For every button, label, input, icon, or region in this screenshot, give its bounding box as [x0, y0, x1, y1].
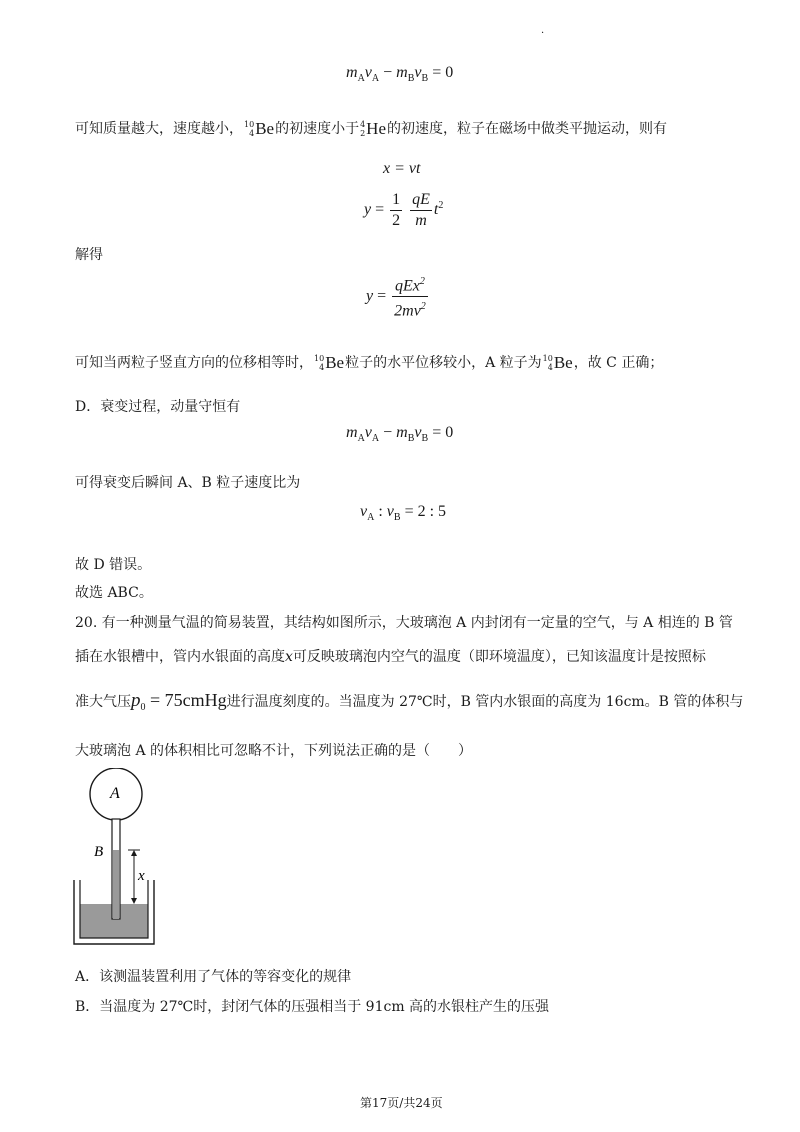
option-d-wrong: 故 D 错误。 — [75, 557, 152, 573]
option-d-analysis: D．衰变过程，动量守恒有 — [75, 399, 241, 415]
nuclide-be10: 10 4Be — [244, 119, 275, 138]
question-20-line-4: 大玻璃泡 A 的体积相比可忽略不计，下列说法正确的是（ ） — [75, 743, 473, 759]
question-20-line-3: 准大气压$p_0$ = 75cmHg进行温度刻度的。当温度为 27℃时，B 管内水银面的高度为 16cm。B 管的体积与 — [75, 690, 744, 714]
paragraph-conclusion-c: 可知当两粒子竖直方向的位移相等时，10 4Be粒子的水平位移较小，A 粒子为10 4Be，故 C 正确； — [75, 353, 664, 372]
solve-label: 解得 — [75, 247, 103, 263]
equation-y-displacement: y = $\frac{1}{2}$ $\frac{qE}{m}$ $t^2$ — [364, 191, 444, 229]
tube-label: B — [94, 844, 104, 860]
answer-choice: 故选 ABC。 — [75, 585, 153, 601]
arrow-head-down — [131, 898, 137, 904]
question-20-line-1: 20. 有一种测量气温的简易装置，其结构如图所示，大玻璃泡 A 内封闭有一定量的空气，与 A 相连的 B 管 — [75, 615, 733, 631]
equation-x-vt: x = vt — [383, 160, 421, 177]
equation-momentum-1: $m_Av_A - m_Bv_B = 0$ — [346, 64, 454, 85]
thermometer-apparatus-figure — [70, 768, 170, 952]
nuclide-he4: 4 2He — [360, 119, 386, 138]
equation-y-solution: y = $\frac{qEx^2}{2mv^2}$ — [366, 272, 430, 322]
equation-momentum-2: $m_Av_A - m_Bv_B = 0$ — [346, 424, 454, 445]
nuclide-be10-3: 10 4Be — [542, 353, 573, 372]
option-a: A．该测温装置利用了气体的等容变化的规律 — [75, 969, 352, 985]
bulb-label: A — [110, 785, 120, 802]
question-20-line-2: 插在水银槽中，管内水银面的高度x可反映玻璃泡内空气的温度（即环境温度），已知该温度计是按照标 — [75, 649, 706, 665]
equation-velocity-ratio: $v_A$ : $v_B = 2$ : 5 — [360, 503, 447, 524]
velocity-ratio-text: 可得衰变后瞬间 A、B 粒子速度比为 — [75, 475, 301, 491]
page-dot: · — [541, 28, 545, 39]
mercury-column — [113, 850, 119, 919]
option-b: B．当温度为 27℃时，封闭气体的压强相当于 91cm 高的水银柱产生的压强 — [75, 999, 550, 1015]
paragraph-speed-comparison: 可知质量越大，速度越小，10 4Be的初速度小于4 2He的初速度，粒子在磁场中做类平抛运动，则有 — [75, 119, 667, 138]
nuclide-be10-2: 10 4Be — [314, 353, 345, 372]
arrow-head-up — [131, 850, 137, 856]
height-label: x — [138, 868, 145, 884]
page-footer: 第17页/共24页 — [360, 1096, 443, 1110]
